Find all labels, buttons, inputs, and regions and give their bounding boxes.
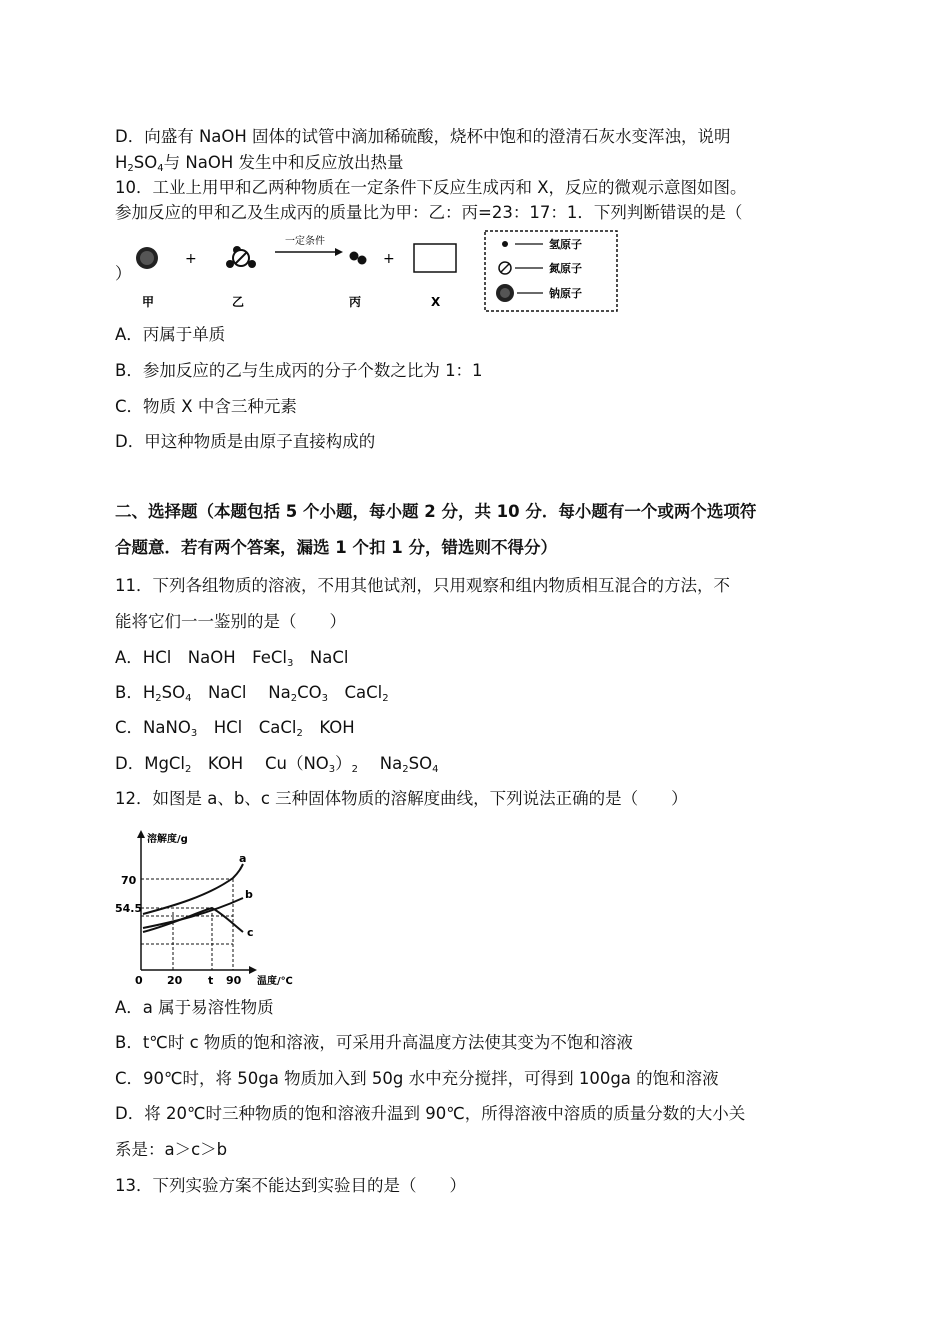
q12-option-d-line1: D．将 20℃时三种物质的饱和溶液升温到 90℃，所得溶液中溶质的质量分数的大小关 — [115, 1104, 746, 1123]
hydrogen-atom-icon — [502, 241, 508, 247]
curve-c — [143, 908, 243, 932]
curve-label-b: b — [245, 888, 253, 901]
q11-option-b: B．$H_2SO_4$ NaCl $Na_2CO_3$ CaCl$_2$ — [115, 683, 389, 704]
q11-option-d: D．MgCl$_2$ KOH $Cu(NO_3)_2$ $Na_2SO_4$ — [115, 754, 439, 775]
x-unknown-box — [414, 244, 456, 272]
legend-hydrogen: 氢原子 — [549, 238, 582, 251]
legend-sodium: 钠原子 — [549, 287, 582, 300]
q10-option-b: B．参加反应的乙与生成丙的分子个数之比为 1：1 — [115, 361, 483, 380]
plus-sign-1: + — [185, 251, 197, 267]
label-bing: 丙 — [349, 295, 362, 309]
curve-label-a: a — [239, 852, 247, 865]
q10-option-a: A．丙属于单质 — [115, 325, 226, 344]
legend-box — [485, 231, 617, 311]
q10-reaction-diagram — [125, 228, 625, 316]
x-axis-arrow-icon — [249, 966, 257, 974]
label-jia: 甲 — [142, 295, 155, 309]
x-axis-label: 温度/℃ — [257, 976, 293, 987]
label-x: X — [431, 295, 441, 309]
x-tick-20: 20 — [167, 974, 183, 987]
q12-option-a: A．a 属于易溶性物质 — [115, 998, 274, 1017]
q12-option-b: B．t℃时 c 物质的饱和溶液，可采用升高温度方法使其变为不饱和溶液 — [115, 1033, 633, 1052]
q10-stem-line2: 参加反应的甲和乙及生成丙的质量比为甲：乙：丙=23：17：1．下列判断错误的是（ — [115, 203, 743, 222]
q12-solubility-chart — [113, 828, 303, 988]
section2-title-line2: 合题意．若有两个答案，漏选 1 个扣 1 分，错选则不得分） — [115, 538, 557, 557]
q11-stem-line1: 11．下列各组物质的溶液，不用其他试剂，只用观察和组内物质相互混合的方法，不 — [115, 576, 730, 595]
q10-stem-line1: 10．工业上用甲和乙两种物质在一定条件下反应生成丙和 X，反应的微观示意图如图。 — [115, 178, 747, 197]
q10-option-d: D．甲这种物质是由原子直接构成的 — [115, 432, 376, 451]
curve-b — [143, 898, 243, 928]
y-axis-label: 溶解度/g — [147, 834, 188, 845]
q10-option-c: C．物质 X 中含三种元素 — [115, 397, 297, 416]
x-tick-90: 90 — [226, 974, 242, 987]
bing-molecule-icon — [350, 252, 367, 265]
curve-a — [143, 864, 243, 914]
q11-option-c: C．NaNO$_3$ HCl CaCl$_2$ KOH — [115, 718, 355, 739]
q9-option-d-line1: D．向盛有 NaOH 固体的试管中滴加稀硫酸，烧杯中饱和的澄清石灰水变浑浊，说明 — [115, 127, 731, 146]
legend-nitrogen: 氮原子 — [549, 262, 582, 275]
q10-stem-line3: ） — [115, 264, 132, 283]
plus-sign-2: + — [383, 251, 395, 267]
q12-option-d-line2: 系是：a＞c＞b — [115, 1140, 228, 1159]
q9-option-d-line2: $H_2SO_4$与 NaOH 发生中和反应放出热量 — [115, 153, 404, 174]
reaction-arrow-head-icon — [335, 248, 343, 256]
y-axis-arrow-icon — [137, 830, 145, 838]
q12-stem: 12．如图是 a、b、c 三种固体物质的溶解度曲线，下列说法正确的是（ ） — [115, 789, 688, 808]
label-yi: 乙 — [232, 295, 245, 309]
q13-stem: 13．下列实验方案不能达到实验目的是（ ） — [115, 1176, 466, 1195]
yi-molecule-icon — [226, 246, 256, 268]
x-tick-t: t — [208, 974, 214, 987]
reaction-condition-label: 一定条件 — [285, 236, 325, 247]
y-tick-70: 70 — [121, 874, 137, 887]
section2-title-line1: 二、选择题（本题包括 5 个小题，每小题 2 分，共 10 分．每小题有一个或两个选项符 — [115, 502, 757, 521]
q12-option-c: C．90℃时，将 50ga 物质加入到 50g 水中充分搅拌，可得到 100ga 的饱和溶液 — [115, 1069, 719, 1088]
jia-particle-icon — [136, 247, 158, 269]
y-tick-54-5: 54.5 — [115, 902, 143, 915]
q11-stem-line2: 能将它们一一鉴别的是（ ） — [115, 612, 346, 631]
q11-option-a: A．HCl NaOH FeCl$_3$ NaCl — [115, 648, 349, 669]
x-tick-0: 0 — [135, 974, 143, 987]
curve-label-c: c — [247, 926, 254, 939]
